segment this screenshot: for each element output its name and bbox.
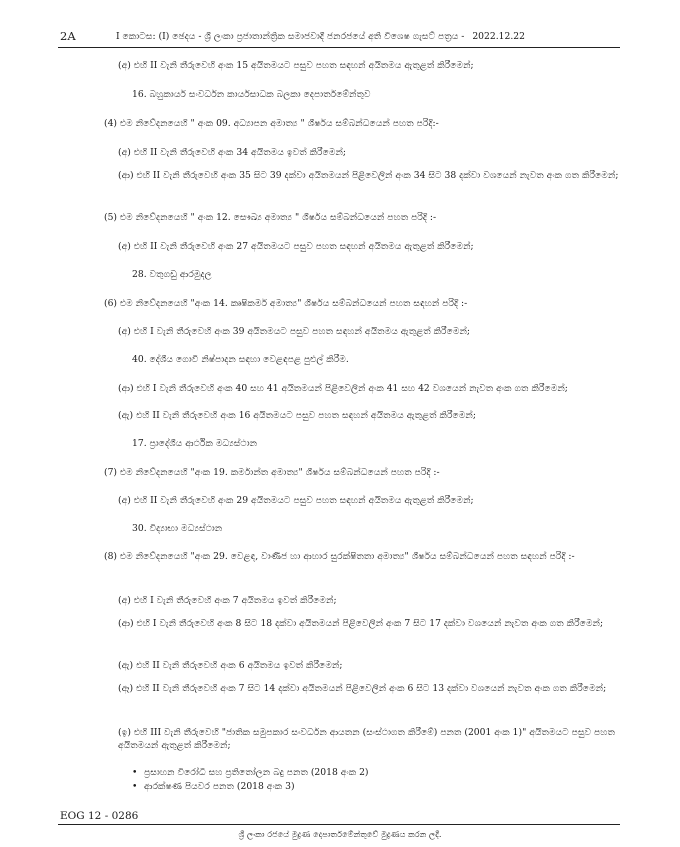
clause-paragraph: (ආ) එහි II වැනි තීරුවෙහි අංක 35 සිට 39 දක්වා අයිතමයන් පිළිවෙලින් අංක 34 සිට 38 දක්වා වශයෙන් නැවත අංක ගත කිරීමෙන්; — [118, 170, 619, 181]
section-heading: (6) එම නිවේදනයෙහි "අංක 14. කෘෂිකර්ම අමාත්‍ය" ශීර්ෂය සම්බන්ධයෙන් පහත සඳහන් පරිදි :- — [104, 298, 468, 309]
printer-note: ශ්‍රී ලංකා රජයේ මුද්‍රණ දෙපාර්තමේන්තුවේ මුද්‍රණය කරන ලදී. — [238, 829, 442, 839]
list-item — [132, 766, 369, 779]
clause-line: (අ) එහි I වැනි තීරුවෙහි අංක 39 අයිතමයට පසුව පහත සඳහන් අයිතමය ඇතුළත් කිරීමෙන්; — [118, 326, 471, 337]
inserted-item: 16. බහුකාර්ය සංවර්ධන කාර්යසාධක බලකා දෙපාර්තමේන්තුව — [132, 89, 371, 100]
section-heading: (7) එම නිවේදනයෙහි "අංක 19. කර්මාන්ත අමාත්‍ය" ශීර්ෂය සම්බන්ධයෙන් පහත පරිදි :- — [104, 467, 440, 478]
clause-line: (ආ) එහි I වැනි තීරුවෙහි අංක 40 සහ 41 අයිතමයන් පිළිවෙලින් අංක 41 සහ 42 වශයෙන් නැවත අංක ගත කිරීමෙන්; — [118, 383, 568, 394]
clause-line: (අ) එහි II වැනි තීරුවෙහි අංක 34 අයිතමය ඉවත් කිරීමෙන්; — [118, 147, 347, 158]
list-item-text: ප්‍රසාහන විරෝධී සහ ප්‍රතිතෝලන බදු පනත (2018 අංක 2) — [144, 767, 369, 778]
header-title: I කොටස: (I) ඡෙදය - ශ්‍රී ලංකා ප්‍රජාතාන්ත්‍රික සමාජවාදී ජනරජයේ අති විශෙෂ ගැසට් පත්‍රය - — [116, 31, 465, 42]
page-number: 2A — [60, 29, 76, 43]
section-heading: (4) එම නිවේදනයෙහි " අංක 09. අධ්‍යාපන අමාත්‍ය " ශීර්ෂය සම්බන්ධයෙන් පහත පරිදි:- — [104, 118, 439, 129]
header-divider — [58, 47, 620, 48]
clause-line: (අ) එහි II වැනි තීරුවෙහි අංක 29 අයිතමයට පසුව පහත සඳහන් අයිතමය ඇතුළත් කිරීමෙන්; — [118, 495, 474, 506]
section-heading: (8) එම නිවේදනයෙහි "අංක 29. වෙළඳ, වාණිජ හා ආහාර සුරක්ෂිතතා අමාත්‍ය" ශීර්ෂය සම්බන්ධයෙන් පහත සඳහන් පරිදි :- — [104, 551, 575, 562]
running-header — [116, 30, 525, 43]
clause-line: (අ) එහි II වැනි තීරුවෙහි අංක 27 අයිතමයට පසුව පහත සඳහන් අයිතමය ඇතුළත් කිරීමෙන්; — [118, 241, 474, 252]
clause-paragraph: (ඉ) එහි III වැනි තීරුවෙහි "ජාතික සමුපකාර සංවර්ධන ආයතන (සංස්ථාගත කිරීමේ) පනත (2001 අංක 1)" අයිතමයට පසුව පහත අයිතමයන් ඇතුළත් කිරීමෙන්; — [118, 727, 615, 751]
inserted-item: 40. දේශීය ගොවි නිෂ්පාදන සඳහා වෙළඳපළ පුළුල් කිරීම. — [132, 354, 349, 365]
list-item — [132, 780, 295, 793]
footer-divider — [58, 824, 620, 825]
clause-paragraph: (ආ) එහි I වැනි තීරුවෙහි අංක 8 සිට 18 දක්වා අයිතමයන් පිළිවෙලින් අංක 7 සිට 17 දක්වා වශයෙන් නැවත අංක ගත කිරීමෙන්; — [118, 618, 604, 629]
clause-line: (ඇ) එහි II වැනි තීරුවෙහි අංක 16 අයිතමයට පසුව පහත සඳහන් අයිතමය ඇතුළත් කිරීමෙන්; — [118, 410, 476, 421]
section-heading: (5) එම නිවේදනයෙහි " අංක 12. සෞඛ්‍ය අමාත්‍ය " ශීර්ෂය සම්බන්ධයෙන් පහත පරිදි :- — [104, 212, 437, 223]
inserted-item: 28. වතුගඩු ආරමුදල — [132, 269, 212, 280]
header-date: 2022.12.22 — [472, 31, 525, 42]
bullet-icon: • — [132, 781, 138, 792]
clause-paragraph: (ඈ) එහි II වැනි තීරුවෙහි අංක 7 සිට 14 දක්වා අයිතමයන් පිළිවෙලින් අංක 6 සිට 13 දක්වා වශයෙන් නැවත අංක ගත කිරීමෙන්; — [118, 683, 607, 694]
list-item-text: ආරක්ෂණ පියවර පනත (2018 අංක 3) — [144, 781, 295, 792]
inserted-item: 17. ප්‍රාදේශීය ආර්ථික මධ්‍යස්ථාන — [132, 438, 258, 449]
clause-line: (ඇ) එහි II වැනි තීරුවෙහි අංක 6 අයිතමය ඉවත් කිරීමෙන්; — [118, 660, 343, 671]
clause-line: (අ) එහි II වැනි තීරුවෙහි අංක 15 අයිතමයට පසුව පහත සඳහන් අයිතමය ඇතුළත් කිරීමෙන්; — [118, 60, 474, 71]
clause-line: (අ) එහි I වැනි තීරුවෙහි අංක 7 අයිතමය ඉවත් කිරීමෙන්; — [118, 595, 337, 606]
inserted-item: 30. විද්‍යාභා මධ්‍යස්ථාන — [132, 523, 223, 534]
bullet-icon: • — [132, 767, 138, 778]
document-code: EOG 12 - 0286 — [60, 810, 139, 822]
